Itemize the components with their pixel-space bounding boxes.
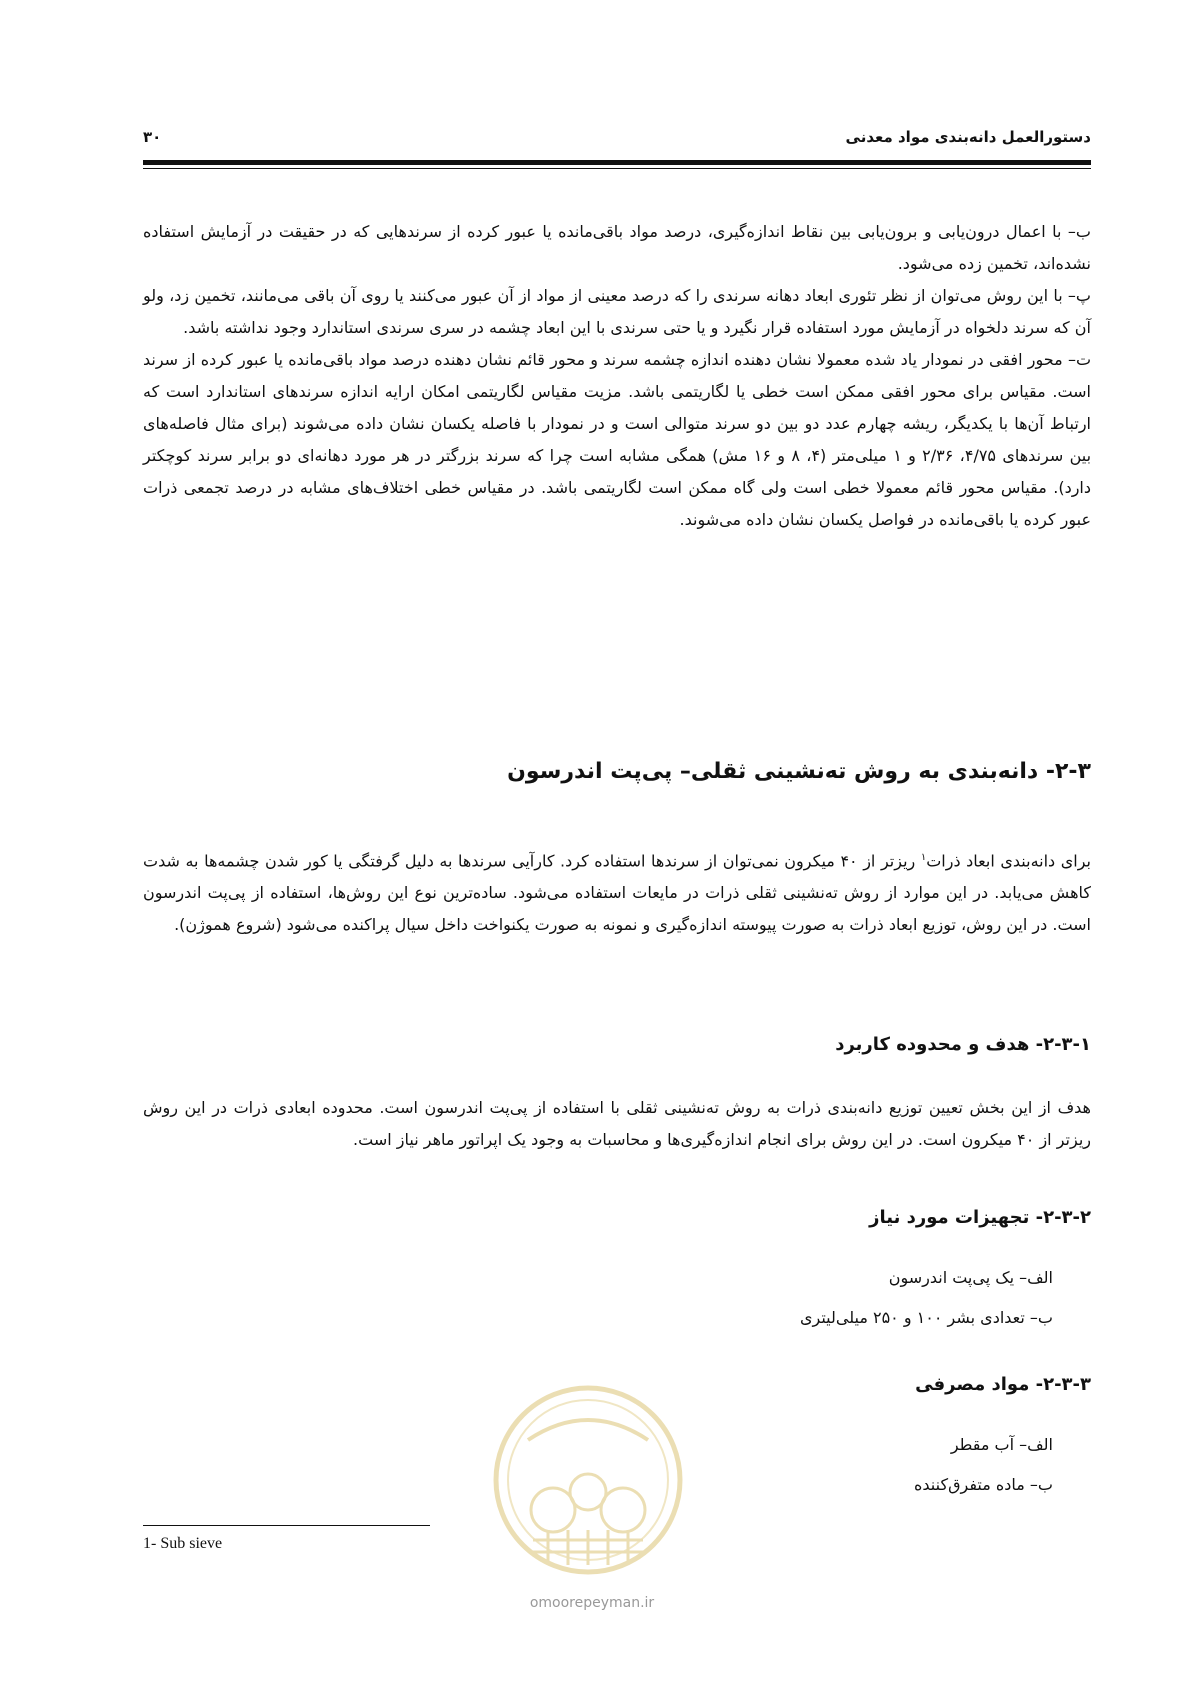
scope-paragraph: هدف از این بخش تعیین توزیع دانه‌بندی ذرات به روش ته‌نشینی ثقلی با استفاده از پی‌پت اندرسون است. محدوده ابعادی ذرات در این روش ریزتر از ۴۰ میکرون است. در این روش برای انجام اندازه‌گیری‌ها و محاسبات به وجود یک اپراتور ماهر نیاز است. [143, 1098, 1091, 1149]
paragraph-b: ب– با اعمال درون‌یابی و برون‌یابی بین نقاط اندازه‌گیری، درصد مواد باقی‌مانده یا عبور کرده از سرندهایی که در حقیقت در آزمایش استفاده نشده‌اند، تخمین زده می‌شود. [143, 222, 1091, 273]
intro-text-rest: ریزتر از ۴۰ میکرون نمی‌توان از سرندها استفاده کرد. کارآیی سرندها به دلیل گرفتگی یا کور شدن چشمه‌ها به شدت کاهش می‌یابد. در این موارد از روش ته‌نشینی ثقلی ذرات در مایعات استفاده می‌شود. ساده‌ترین نوع این روش‌ها، استفاده از پی‌پت اندرسون است. در این روش، توزیع ابعاد ذرات به صورت پیوسته اندازه‌گیری و نمونه به صورت یکنواخت داخل سیال پراکنده می‌شود (شروع هموژن). [143, 851, 1091, 935]
subsection-heading-equipment: ۲-۳-۲- تجهیزات مورد نیاز [869, 1207, 1091, 1228]
subsection-heading-materials: ۲-۳-۳- مواد مصرفی [915, 1374, 1091, 1395]
list-item: الف– یک پی‌پت اندرسون [888, 1268, 1053, 1287]
list-item: ب– تعدادی بشر ۱۰۰ و ۲۵۰ میلی‌لیتری [799, 1308, 1053, 1327]
list-paragraphs [143, 216, 1091, 536]
list-item: ب– ماده متفرق‌کننده [914, 1475, 1053, 1494]
footnote-rule [143, 1525, 430, 1526]
paragraph-t: ت– محور افقی در نمودار یاد شده معمولا نشان دهنده اندازه چشمه سرند و محور قائم نشان دهنده درصد مواد باقی‌مانده یا عبور کرده از سرند است. مقیاس برای محور افقی ممکن است خطی یا لگاریتمی باشد. مزیت مقیاس لگاریتمی امکان ارایه اندازه سرندهای استاندارد است که ارتباط آن‌ها با یکدیگر، ریشه چهارم عدد دو بین دو سرند متوالی است و در نمودار با فاصله یکسان نشان داده می‌شوند (برای مثال فاصله‌های بین سرندهای ۴/۷۵، ۲/۳۶ و ۱ میلی‌متر (۴، ۸ و ۱۶ مش) همگی مشابه است چرا که سرند بزرگتر در هر مورد دهانه‌ای دو برابر سرند کوچکتر دارد). مقیاس محور قائم معمولا خطی است ولی گاه ممکن است لگاریتمی باشد. در مقیاس خطی اختلاف‌های مشابه در درصد تجمعی ذرات عبور کرده یا باقی‌مانده در فواصل یکسان نشان داده می‌شوند. [143, 350, 1092, 529]
paragraph-p: پ– با این روش می‌توان از نظر تئوری ابعاد دهانه سرندی را که درصد معینی از مواد از آن عبور می‌کنند یا روی آن باقی می‌مانند، تخمین زد، ولو آن که سرند دلخواه در آزمایش مورد استفاده قرار نگیرد و یا حتی سرندی با این ابعاد چشمه در سری سرندی استاندارد وجود نداشته باشد. [143, 286, 1091, 337]
subsection-heading-scope: ۲-۳-۱- هدف و محدوده کاربرد [835, 1034, 1091, 1055]
equipment-list [800, 1258, 1053, 1338]
header-rule-thick [143, 160, 1091, 165]
intro-text-start: برای دانه‌بندی ابعاد ذرات [926, 851, 1092, 871]
footnote: 1- Sub sieve [143, 1535, 223, 1552]
header-rule-thin [143, 168, 1091, 169]
list-item: الف– آب مقطر [950, 1435, 1053, 1454]
footnote-marker: ۱ [920, 852, 927, 863]
page-number: ۳۰ [143, 128, 162, 146]
page-header [143, 128, 1091, 158]
materials-list [914, 1425, 1053, 1505]
section-heading: ۲-۳- دانه‌بندی به روش ته‌نشینی ثقلی– پی‌پت اندرسون [507, 759, 1091, 784]
running-title: دستورالعمل دانه‌بندی مواد معدنی [845, 128, 1091, 146]
watermark-url: omoorepeyman.ir [529, 1595, 655, 1611]
section-intro [143, 842, 1091, 941]
watermark-logo-icon [488, 1380, 688, 1590]
